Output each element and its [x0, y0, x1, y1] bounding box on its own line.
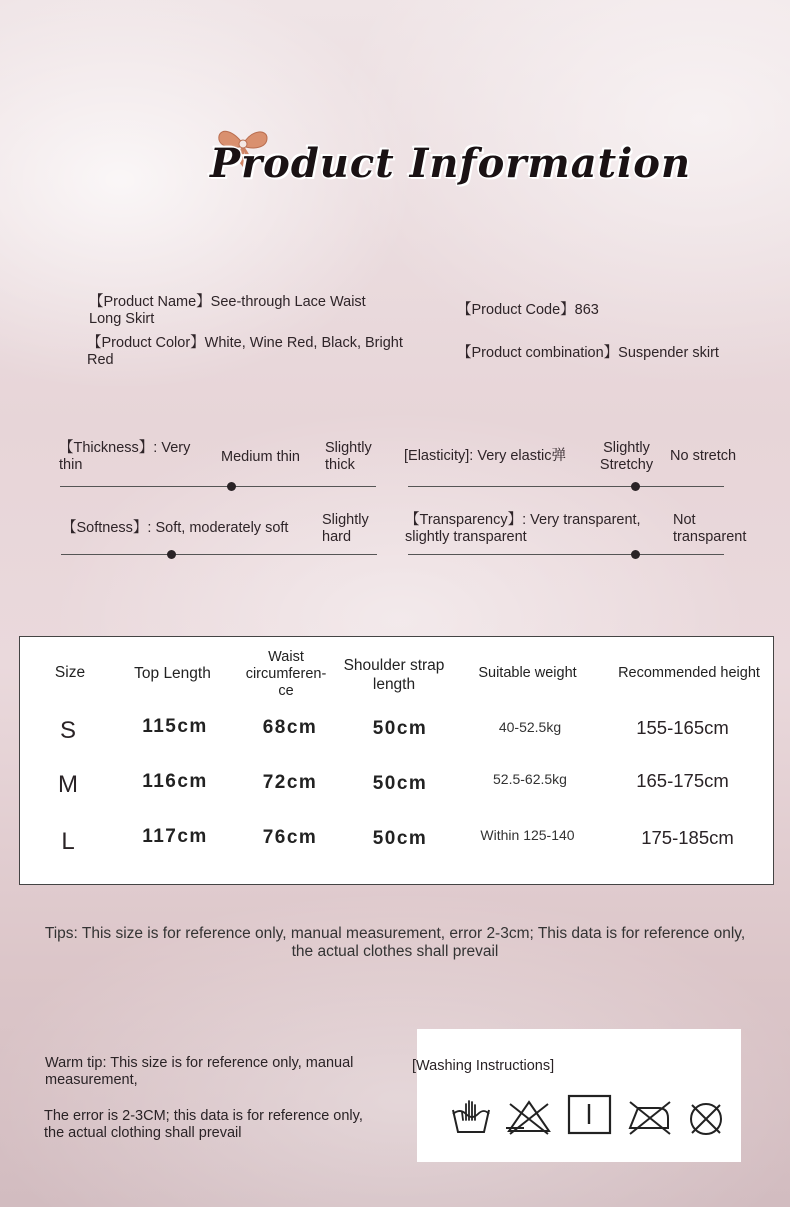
transparency-track	[408, 554, 724, 555]
softness-marker	[167, 550, 176, 559]
do-not-dry-clean-icon	[686, 1100, 726, 1138]
size-cell: L	[61, 828, 75, 855]
weight-cell: 40-52.5kg	[498, 719, 562, 735]
elasticity-end-label: No stretch	[670, 448, 737, 464]
header-top-length: Top Length	[134, 665, 211, 682]
thickness-mid-label: Medium thin	[221, 449, 300, 465]
waist-cell: 72cm	[262, 772, 318, 793]
header-size: Size	[54, 664, 86, 681]
weight-cell: 52.5-62.5kg	[493, 771, 567, 787]
product-name: 【Product Name】See-through Lace Waist Long Skirt	[89, 294, 366, 327]
do-not-iron-icon	[624, 1098, 674, 1136]
tips-text: Tips: This size is for reference only, manual measurement, error 2-3cm; This data is for reference only, the actual clothes shall prevail	[44, 925, 746, 960]
elasticity-track	[408, 486, 724, 487]
softness-track	[61, 554, 377, 555]
height-cell: 155-165cm	[636, 717, 729, 738]
elasticity-label: [Elasticity]: Very elastic弹	[404, 448, 566, 464]
washing-title: [Washing Instructions]	[412, 1058, 555, 1074]
softness-end-label: Slightly hard	[322, 512, 369, 545]
elasticity-mid-label: Slightly Stretchy	[599, 440, 654, 473]
tumble-dry-icon	[567, 1094, 613, 1136]
top-length-cell: 117cm	[142, 826, 208, 847]
product-combination: 【Product combination】Suspender skirt	[457, 345, 719, 361]
size-table	[19, 636, 774, 885]
product-color: 【Product Color】White, Wine Red, Black, Bright Red	[87, 335, 403, 368]
top-length-cell: 116cm	[142, 771, 208, 792]
warm-tip-1: Warm tip: This size is for reference only, manual measurement,	[45, 1055, 354, 1088]
size-cell: M	[58, 771, 78, 798]
thickness-marker	[227, 482, 236, 491]
elasticity-marker	[631, 482, 640, 491]
warm-tip-2: The error is 2-3CM; this data is for reference only, the actual clothing shall prevail	[44, 1108, 363, 1141]
softness-label: 【Softness】: Soft, moderately soft	[62, 520, 289, 536]
header-weight: Suitable weight	[478, 665, 577, 681]
height-cell: 175-185cm	[641, 827, 734, 848]
size-cell: S	[59, 717, 76, 744]
top-length-cell: 115cm	[142, 716, 208, 737]
height-cell: 165-175cm	[636, 770, 729, 791]
header-shoulder-strap: Shoulder strap length	[343, 657, 445, 693]
strap-cell: 50cm	[372, 773, 428, 794]
page-title: Product Information	[210, 140, 692, 187]
waist-cell: 68cm	[262, 717, 318, 738]
hand-wash-icon	[450, 1098, 492, 1136]
transparency-marker	[631, 550, 640, 559]
strap-cell: 50cm	[372, 718, 428, 739]
product-code: 【Product Code】863	[457, 302, 599, 318]
weight-cell: Within 125-140	[480, 827, 575, 843]
thickness-track	[60, 486, 376, 487]
header-height: Recommended height	[618, 665, 760, 681]
transparency-end-label: Not transparent	[673, 512, 747, 545]
thickness-end-label: Slightly thick	[325, 440, 372, 473]
transparency-label: 【Transparency】: Very transparent, slightly transparent	[405, 512, 641, 545]
strap-cell: 50cm	[372, 828, 428, 849]
header-waist: Waist circumferen-ce	[245, 649, 327, 699]
waist-cell: 76cm	[262, 827, 318, 848]
thickness-label: 【Thickness】: Very thin	[59, 440, 191, 473]
do-not-bleach-icon	[504, 1098, 554, 1136]
